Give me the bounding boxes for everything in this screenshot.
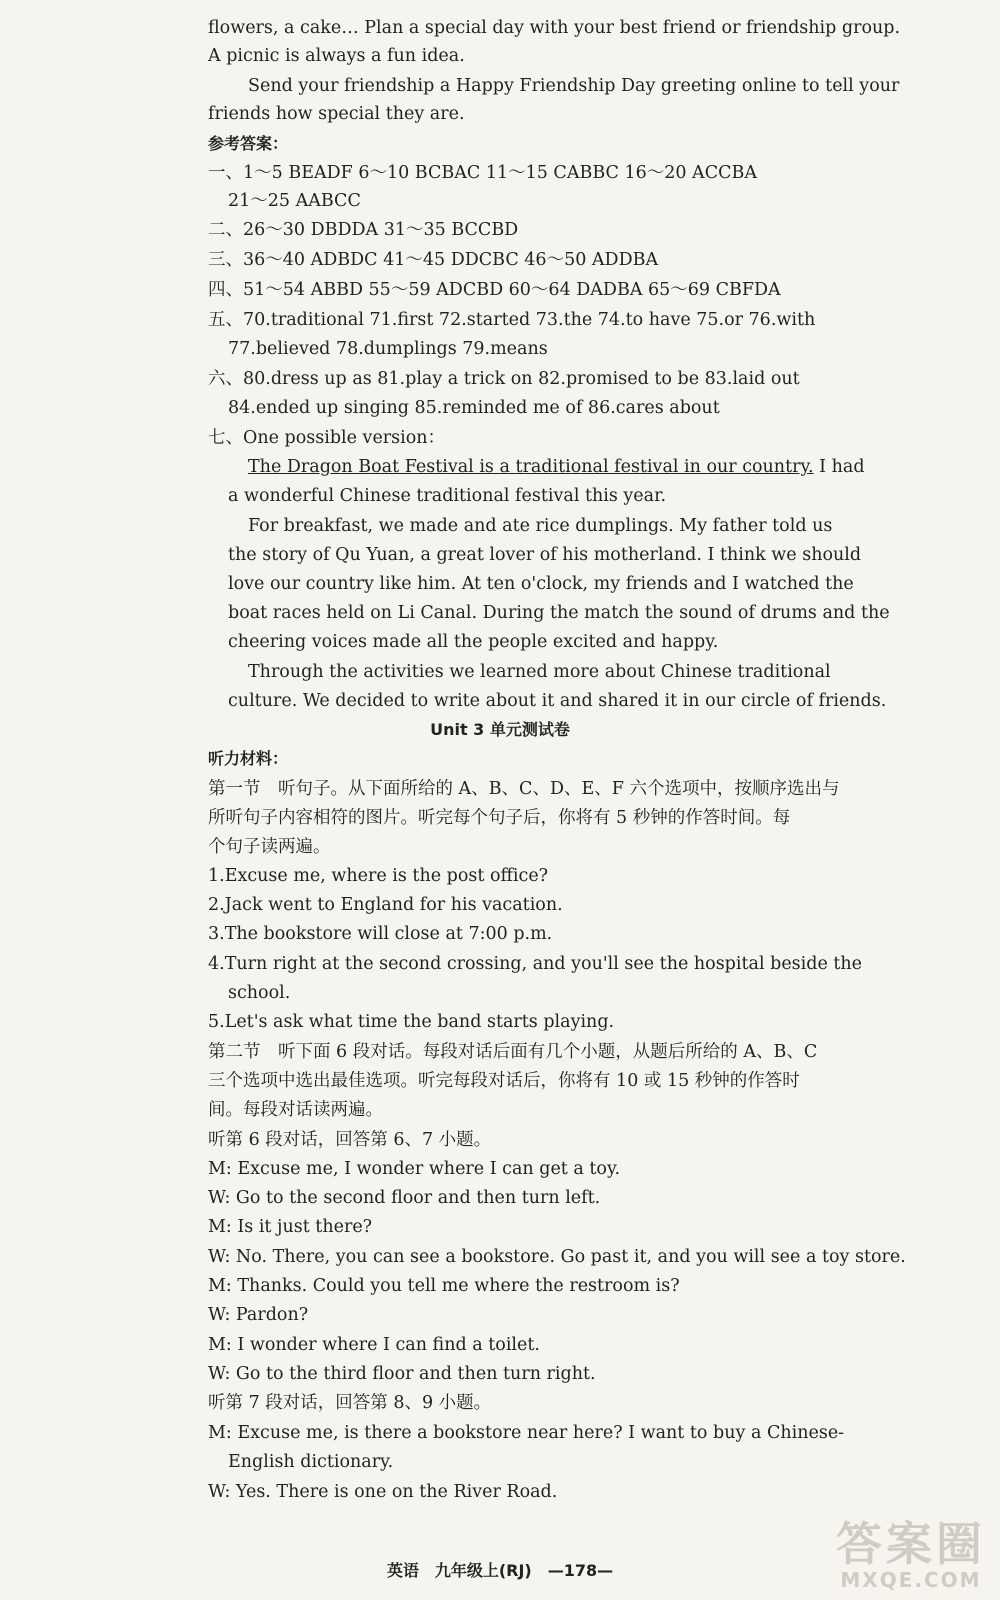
essay-line: Through the activities we learned more about Chinese traditional [248, 662, 831, 682]
answer-line: 五、70.traditional 71.first 72.started 73.the 74.to have 75.or 76.with [208, 310, 816, 330]
dialogue-line: M: Thanks. Could you tell me where the restroom is? [208, 1276, 680, 1296]
essay-line: cheering voices made all the people excited and happy. [228, 632, 719, 652]
watermark-url: MXQE.COM [840, 1568, 982, 1592]
dialogue-line: W: Go to the second floor and then turn left. [208, 1188, 601, 1208]
dialogue-line: W: Pardon? [208, 1305, 309, 1325]
answer-line: 六、80.dress up as 81.play a trick on 82.promised to be 83.laid out [208, 369, 800, 389]
unit-title: Unit 3 单元测试卷 [430, 720, 570, 739]
essay-line: boat races held on Li Canal. During the match the sound of drums and the [228, 603, 890, 623]
answer-line: 四、51～54 ABBD 55～59 ADCBD 60～64 DADBA 65～69 CBFDA [208, 280, 781, 300]
answer-line: 一、1～5 BEADF 6～10 BCBAC 11～15 CABBC 16～20 ACCBA [208, 163, 757, 183]
sentence-line: school. [228, 983, 291, 1003]
answer-line: 二、26～30 DBDDA 31～35 BCCBD [208, 220, 519, 240]
intro-line: A picnic is always a fun idea. [208, 46, 465, 66]
dialogue-line: 听第 6 段对话，回答第 6、7 小题。 [208, 1130, 492, 1150]
dialogue-line: M: Is it just there? [208, 1217, 373, 1237]
dialogue-line: English dictionary. [228, 1452, 394, 1472]
section2-line: 间。每段对话读两遍。 [208, 1100, 383, 1120]
page-footer: 英语 九年级上(RJ) —178— [386, 1561, 614, 1580]
section2-line: 第二节 听下面 6 段对话。每段对话后面有几个小题，从题后所给的 A、B、C [208, 1042, 818, 1062]
essay-first-rest: I had [813, 457, 865, 477]
dialogue-line: 听第 7 段对话，回答第 8、9 小题。 [208, 1393, 492, 1413]
section1-line: 所听句子内容相符的图片。听完每个句子后，你将有 5 秒钟的作答时间。每 [208, 808, 791, 828]
sentence-line: 1.Excuse me, where is the post office? [208, 866, 549, 886]
essay-line: For breakfast, we made and ate rice dumplings. My father told us [248, 516, 833, 536]
listening-heading: 听力材料： [208, 749, 289, 768]
essay-line: a wonderful Chinese traditional festival this year. [228, 486, 667, 506]
section1-line: 第一节 听句子。从下面所给的 A、B、C、D、E、F 六个选项中，按顺序选出与 [208, 779, 840, 799]
sentence-line: 2.Jack went to England for his vacation. [208, 895, 563, 915]
watermark-logo [836, 1517, 986, 1592]
dialogue-line: W: Go to the third floor and then turn right. [208, 1364, 596, 1384]
essay-line: the story of Qu Yuan, a great lover of his motherland. I think we should [228, 545, 862, 565]
answer-line: 七、One possible version： [208, 428, 446, 448]
essay-line: culture. We decided to write about it and shared it in our circle of friends. [228, 691, 887, 711]
dialogue-line: M: Excuse me, I wonder where I can get a toy. [208, 1159, 621, 1179]
essay-first-line [248, 455, 865, 479]
essay-line: love our country like him. At ten o'clock, my friends and I watched the [228, 574, 854, 594]
answer-line: 77.believed 78.dumplings 79.means [228, 339, 548, 359]
essay-topic-sentence: The Dragon Boat Festival is a traditional festival in our country. [248, 457, 814, 477]
dialogue-line: W: Yes. There is one on the River Road. [208, 1482, 558, 1502]
answer-line: 三、36～40 ADBDC 41～45 DDCBC 46～50 ADDBA [208, 250, 659, 270]
intro-line: Send your friendship a Happy Friendship Day greeting online to tell your [248, 76, 900, 96]
sentence-line: 3.The bookstore will close at 7:00 p.m. [208, 924, 553, 944]
intro-line: flowers, a cake… Plan a special day with your best friend or friendship group. [208, 18, 901, 38]
section1-line: 个句子读两遍。 [208, 837, 331, 857]
answers-heading: 参考答案： [208, 134, 289, 153]
intro-line: friends how special they are. [208, 104, 465, 124]
section2-line: 三个选项中选出最佳选项。听完每段对话后，你将有 10 或 15 秒钟的作答时 [208, 1071, 800, 1091]
dialogue-line: M: Excuse me, is there a bookstore near here? I want to buy a Chinese- [208, 1423, 845, 1443]
watermark-text: 答案圈 [836, 1517, 986, 1571]
answer-line: 84.ended up singing 85.reminded me of 86.cares about [228, 398, 720, 418]
dialogue-line: W: No. There, you can see a bookstore. Go past it, and you will see a toy store. [208, 1247, 906, 1267]
dialogue-line: M: I wonder where I can find a toilet. [208, 1335, 540, 1355]
answer-line: 21～25 AABCC [228, 191, 361, 211]
sentence-line: 4.Turn right at the second crossing, and you'll see the hospital beside the [208, 954, 863, 974]
sentence-line: 5.Let's ask what time the band starts playing. [208, 1012, 615, 1032]
